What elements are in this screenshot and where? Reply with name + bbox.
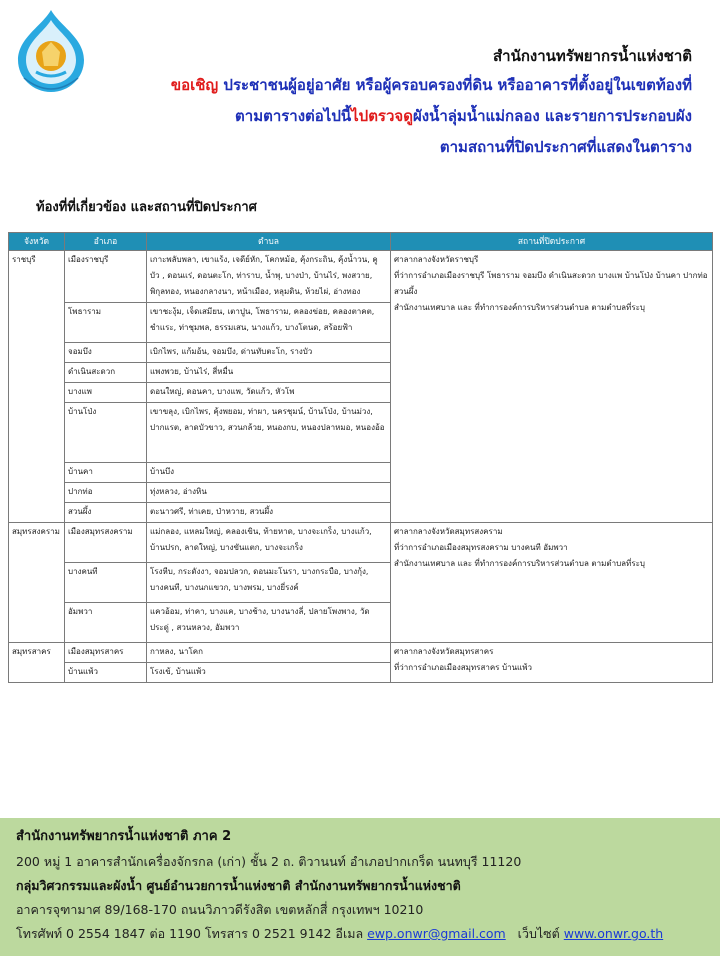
district-cell: เมืองราชบุรี bbox=[65, 251, 147, 303]
invite-word: ขอเชิญ bbox=[170, 76, 219, 94]
subdistrict-cell: โรงหีบ, กระดังงา, จอมปลวก, ดอนมะโนรา, บางกระบือ, บางกุ้ง, บางคนที, บางนกแขวก, บางพรม, บางยี่รงค์ bbox=[147, 563, 391, 603]
phone-fax-text: โทรศัพท์ 0 2554 1847 ต่อ 1190 โทรสาร 0 2521 9142 อีเมล bbox=[16, 926, 368, 941]
website-label: เว็บไซต์ bbox=[505, 926, 564, 941]
district-cell: บ้านคา bbox=[65, 463, 147, 483]
announcement-header bbox=[72, 42, 692, 163]
headline-line-3: ตามสถานที่ปิดประกาศที่แสดงในตาราง bbox=[439, 138, 692, 156]
subdistrict-cell: บ้านบึง bbox=[147, 463, 391, 483]
district-cell: บางคนที bbox=[65, 563, 147, 603]
subdistrict-cell: กาหลง, นาโคก bbox=[147, 643, 391, 663]
district-cell: ปากท่อ bbox=[65, 483, 147, 503]
district-cell: เมืองสมุทรสาคร bbox=[65, 643, 147, 663]
headline-line-2 bbox=[72, 101, 692, 132]
posting-line: ศาลากลางจังหวัดสมุทรสาคร bbox=[394, 647, 494, 656]
posting-line: ที่ว่าการอำเภอเมืองราชบุรี โพธาราม จอมบึง ดำเนินสะดวก บางแพ บ้านโป่ง บ้านคา ปากท่อ สวนผึ้ง bbox=[394, 271, 708, 296]
subdistrict-cell: ดอนใหญ่, ดอนคา, บางแพ, วัดแก้ว, หัวโพ bbox=[147, 383, 391, 403]
district-cell: โพธาราม bbox=[65, 303, 147, 343]
subdistrict-cell: เขาขลุง, เบิกไพร, คุ้งพยอม, ท่าผา, นครชุมน์, บ้านโป่ง, บ้านม่วง, ปากแรต, ลาดบัวขาว, สวนกล้วย, หนองกบ, หนองปลาหมอ, หนองอ้อ bbox=[147, 403, 391, 463]
province-cell: สมุทรสาคร bbox=[9, 643, 65, 683]
headline-2-text-b: ผังน้ำลุ่มน้ำแม่กลอง และรายการประกอบผัง bbox=[412, 107, 692, 125]
org-name: สำนักงานทรัพยากรน้ำแห่งชาติ bbox=[493, 47, 692, 65]
header-province: จังหวัด bbox=[9, 233, 65, 251]
province-cell: ราชบุรี bbox=[9, 251, 65, 523]
subdistrict-cell: แพงพวย, บ้านไร่, สี่หมื่น bbox=[147, 363, 391, 383]
subdistrict-cell: ตะนาวศรี, ท่าเคย, ป่าหวาย, สวนผึ้ง bbox=[147, 503, 391, 523]
section-title: ท้องที่ที่เกี่ยวข้อง และสถานที่ปิดประกาศ bbox=[36, 200, 257, 215]
header-posting-place: สถานที่ปิดประกาศ bbox=[391, 233, 713, 251]
inspect-word: ไปตรวจดู bbox=[351, 107, 413, 125]
contact-footer bbox=[0, 818, 720, 956]
subdistrict-cell: เกาะพลับพลา, เขาแร้ง, เจดีย์หัก, โคกหม้อ, คุ้งกระถิน, คุ้งน้ำวน, คูบัว , ดอนแร่, ดอนตะโก, ท่าราบ, น้ำพุ, บางป่า, บ้านไร่, พงสวาย, พิกุลทอง, หนองกลางนา, หน้าเมือง, หลุมดิน, ห้วยไผ่, อ่างทอง bbox=[147, 251, 391, 303]
headline-line-1 bbox=[72, 70, 692, 101]
table-row bbox=[9, 523, 713, 563]
areas-table bbox=[8, 232, 713, 683]
subdistrict-cell: เบิกไพร, แก้มอ้น, จอมบึง, ด่านทับตะโก, รางบัว bbox=[147, 343, 391, 363]
header-subdistrict: ตำบล bbox=[147, 233, 391, 251]
district-cell: เมืองสมุทรสงคราม bbox=[65, 523, 147, 563]
district-cell: บางแพ bbox=[65, 383, 147, 403]
website-link[interactable]: www.onwr.go.th bbox=[563, 926, 664, 941]
headline-2-text-a: ตามตารางต่อไปนี้ bbox=[235, 107, 352, 125]
posting-line: ศาลากลางจังหวัดสมุทรสงคราม bbox=[394, 527, 503, 536]
district-cell: อัมพวา bbox=[65, 603, 147, 643]
table-header-row bbox=[9, 233, 713, 251]
headline-1-text: ประชาชนผู้อยู่อาศัย หรือผู้ครอบครองที่ดิน หรืออาคารที่ตั้งอยู่ในเขตท้องที่ bbox=[218, 76, 692, 94]
table-row bbox=[9, 251, 713, 303]
subdistrict-cell: โรงเข้, บ้านแพ้ว bbox=[147, 663, 391, 683]
posting-line: ที่ว่าการอำเภอเมืองสมุทรสงคราม บางคนที อัมพวา bbox=[394, 543, 568, 552]
subdistrict-cell: เขาชะงุ้ม, เจ็ดเสมียน, เตาปูน, โพธาราม, คลองข่อย, คลองตาคต, ชำแระ, ท่าชุมพล, ธรรมเสน, นางแก้ว, บางโตนด, สร้อยฟ้า bbox=[147, 303, 391, 343]
district-cell: สวนผึ้ง bbox=[65, 503, 147, 523]
email-link[interactable]: ewp.onwr@gmail.com bbox=[367, 926, 506, 941]
footer-address-1: 200 หมู่ 1 อาคารสำนักเครื่องจักรกล (เก่า) ชั้น 2 ถ. ติวานนท์ อำเภอปากเกร็ด นนทบุรี 11120 bbox=[16, 854, 522, 869]
posting-line: ศาลากลางจังหวัดราชบุรี bbox=[394, 255, 479, 264]
subdistrict-cell: แม่กลอง, แหลมใหญ่, คลองเขิน, ท้ายหาด, บางจะเกร็ง, บางแก้ว, บ้านปรก, ลาดใหญ่, บางขันแตก, บางจะเกร็ง bbox=[147, 523, 391, 563]
posting-line: สำนักงานเทศบาล และ ที่ทำการองค์การบริหารส่วนตำบล ตามตำบลที่ระบุ bbox=[394, 303, 645, 312]
district-cell: บ้านโป่ง bbox=[65, 403, 147, 463]
table-row bbox=[9, 643, 713, 663]
footer-address-2: อาคารจุฑามาศ 89/168-170 ถนนวิภาวดีรังสิต เขตหลักสี่ กรุงเทพฯ 10210 bbox=[16, 902, 424, 917]
footer-contact bbox=[16, 922, 704, 946]
posting-cell bbox=[391, 251, 713, 523]
district-cell: ดำเนินสะดวก bbox=[65, 363, 147, 383]
district-cell: บ้านแพ้ว bbox=[65, 663, 147, 683]
footer-title: สำนักงานทรัพยากรน้ำแห่งชาติ ภาค 2 bbox=[16, 829, 232, 844]
subdistrict-cell: แควอ้อม, ท่าคา, บางแค, บางช้าง, บางนางลี่, ปลายโพงพาง, วัดประดู่ , สวนหลวง, อัมพวา bbox=[147, 603, 391, 643]
posting-cell bbox=[391, 643, 713, 683]
posting-line: สำนักงานเทศบาล และ ที่ทำการองค์การบริหารส่วนตำบล ตามตำบลที่ระบุ bbox=[394, 559, 645, 568]
posting-cell bbox=[391, 523, 713, 643]
district-cell: จอมบึง bbox=[65, 343, 147, 363]
posting-line: ที่ว่าการอำเภอเมืองสมุทรสาคร บ้านแพ้ว bbox=[394, 663, 532, 672]
subdistrict-cell: ทุ่งหลวง, อ่างหิน bbox=[147, 483, 391, 503]
footer-department: กลุ่มวิศวกรรมและผังน้ำ ศูนย์อำนวยการน้ำแห่งชาติ สำนักงานทรัพยากรน้ำแห่งชาติ bbox=[16, 878, 461, 893]
header-district: อำเภอ bbox=[65, 233, 147, 251]
province-cell: สมุทรสงคราม bbox=[9, 523, 65, 643]
